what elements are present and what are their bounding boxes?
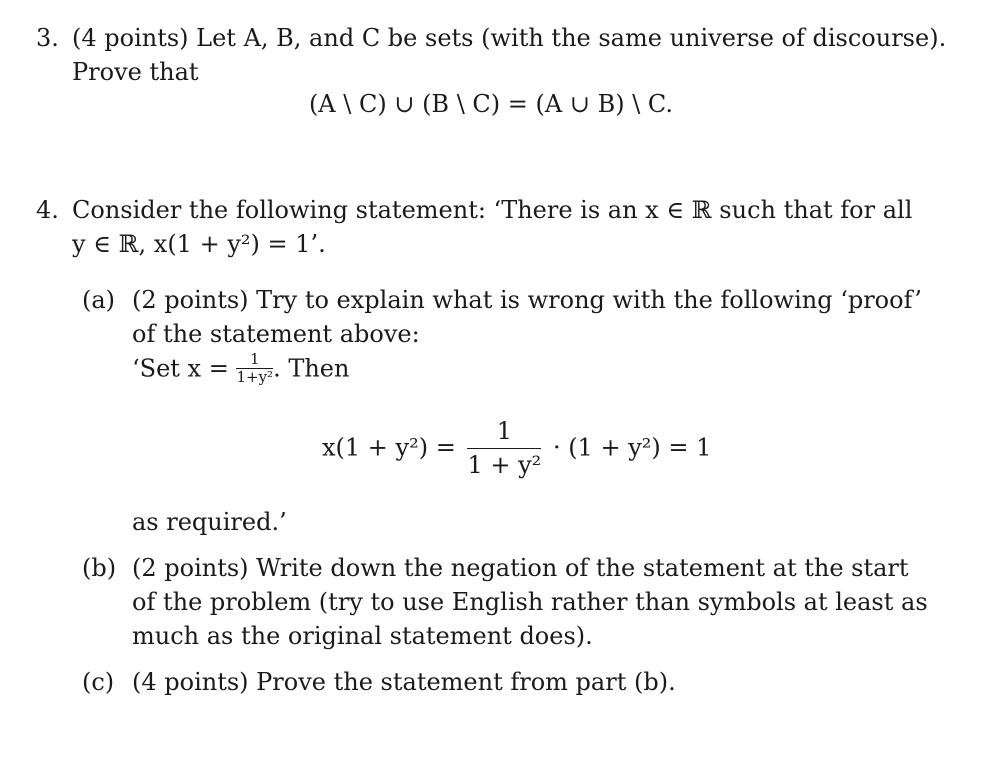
part-b-line-3: much as the original statement does).: [132, 622, 593, 650]
part-c-line-1: (4 points) Prove the statement from part (b).: [132, 668, 676, 696]
problem-3-line-1: (4 points) Let A, B, and C be sets (with the same universe of discourse).: [72, 24, 947, 52]
problem-3-line-2: Prove that: [72, 58, 199, 86]
display-equation: [322, 418, 711, 480]
part-a-label: (a): [82, 286, 116, 314]
inline-fraction-numerator: 1: [250, 350, 260, 368]
part-a-line-2: of the statement above:: [132, 320, 420, 348]
inline-fraction: [236, 352, 273, 385]
inline-fraction-denominator: 1+y²: [236, 368, 274, 387]
problem-4-line-1: Consider the following statement: ‘There is an x ∈ ℝ such that for all: [72, 196, 913, 224]
problem-4-number: 4.: [36, 196, 59, 224]
part-b-label: (b): [82, 554, 117, 582]
problem-4-line-2: y ∈ ℝ, x(1 + y²) = 1’.: [72, 230, 326, 258]
part-a-set-text: ‘Set x =: [132, 354, 229, 383]
part-b-line-1: (2 points) Write down the negation of the statement at the start: [132, 554, 909, 582]
display-fraction-denominator: 1 + y²: [467, 450, 542, 479]
display-fraction-numerator: 1: [496, 417, 513, 445]
problem-3-equation: (A \ C) ∪ (B \ C) = (A ∪ B) \ C.: [308, 90, 674, 118]
display-fraction: [467, 418, 541, 480]
problem-3-number: 3.: [36, 24, 59, 52]
display-right: · (1 + y²) = 1: [552, 433, 712, 462]
display-left: x(1 + y²) =: [322, 433, 456, 462]
part-a-line-1: (2 points) Try to explain what is wrong with the following ‘proof’: [132, 286, 922, 314]
part-b-line-2: of the problem (try to use English rather than symbols at least as: [132, 588, 928, 616]
part-c-label: (c): [82, 668, 115, 696]
part-a-line-3: [132, 352, 349, 385]
part-a-then-text: . Then: [273, 354, 350, 383]
part-a-closing: as required.’: [132, 508, 287, 536]
